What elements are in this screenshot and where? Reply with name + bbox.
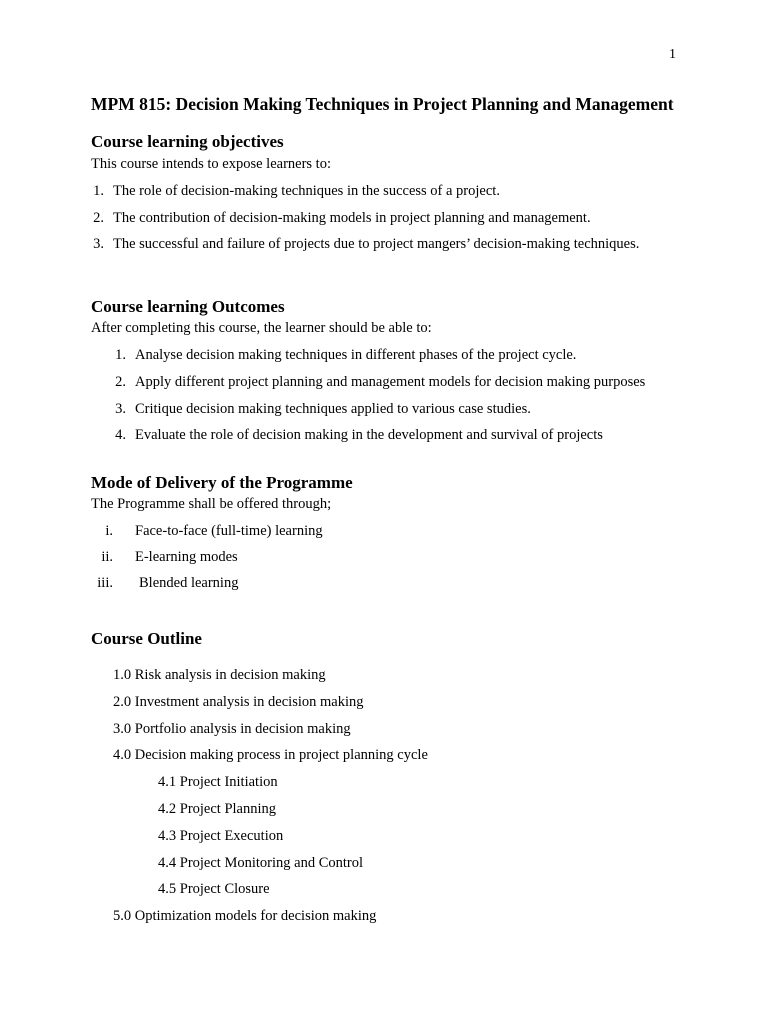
- list-text: Face-to-face (full-time) learning: [135, 523, 323, 539]
- objective-item: [91, 236, 640, 253]
- outline-subitem: 4.5 Project Closure: [158, 881, 270, 897]
- outcomes-intro: After completing this course, the learner should be able to:: [91, 320, 432, 336]
- list-text: Analyse decision making techniques in different phases of the project cycle.: [135, 347, 577, 363]
- outline-item: 3.0 Portfolio analysis in decision making: [113, 721, 351, 737]
- objective-item: [91, 210, 591, 227]
- outline-item: 5.0 Optimization models for decision making: [113, 908, 377, 924]
- delivery-heading: Mode of Delivery of the Programme: [91, 473, 353, 492]
- list-number: 2.: [93, 210, 104, 226]
- page-number: 1: [669, 47, 676, 62]
- list-number: i.: [105, 523, 113, 539]
- list-text: Blended learning: [139, 575, 239, 591]
- outcome-item: [113, 347, 577, 364]
- list-text: E-learning modes: [135, 549, 238, 565]
- outline-subitem: 4.3 Project Execution: [158, 828, 284, 844]
- outline-item: 2.0 Investment analysis in decision making: [113, 694, 364, 710]
- outline-subitem: 4.2 Project Planning: [158, 801, 277, 817]
- list-number: 2.: [115, 374, 126, 390]
- document-title: MPM 815: Decision Making Techniques in Project Planning and Management: [91, 94, 674, 114]
- outline-subitem: 4.4 Project Monitoring and Control: [158, 855, 363, 871]
- outcome-item: [113, 427, 603, 444]
- outline-item: 1.0 Risk analysis in decision making: [113, 667, 326, 683]
- list-number: 1.: [115, 347, 126, 363]
- objectives-intro: This course intends to expose learners to:: [91, 156, 331, 172]
- list-text: Critique decision making techniques applied to various case studies.: [135, 401, 531, 417]
- list-number: 3.: [115, 401, 126, 417]
- outcome-item: [113, 401, 531, 418]
- outline-subitem: 4.1 Project Initiation: [158, 774, 278, 790]
- list-text: Apply different project planning and management models for decision making purposes: [135, 374, 646, 390]
- delivery-item: [91, 575, 239, 592]
- outline-heading: Course Outline: [91, 629, 202, 648]
- list-number: iii.: [97, 575, 113, 591]
- objectives-heading: Course learning objectives: [91, 132, 284, 151]
- list-text: The role of decision-making techniques in the success of a project.: [113, 183, 500, 199]
- list-text: The contribution of decision-making models in project planning and management.: [113, 210, 591, 226]
- delivery-intro: The Programme shall be offered through;: [91, 496, 332, 512]
- list-text: The successful and failure of projects due to project mangers’ decision-making techniques.: [113, 236, 640, 252]
- objective-item: [91, 183, 500, 200]
- delivery-item: [91, 523, 323, 540]
- outcome-item: [113, 374, 646, 391]
- outline-item: 4.0 Decision making process in project planning cycle: [113, 747, 428, 763]
- list-text: Evaluate the role of decision making in the development and survival of projects: [135, 427, 603, 443]
- list-number: 4.: [115, 427, 126, 443]
- delivery-item: [91, 549, 238, 566]
- list-number: 3.: [93, 236, 104, 252]
- outcomes-heading: Course learning Outcomes: [91, 297, 285, 316]
- list-number: ii.: [101, 549, 113, 565]
- list-number: 1.: [93, 183, 104, 199]
